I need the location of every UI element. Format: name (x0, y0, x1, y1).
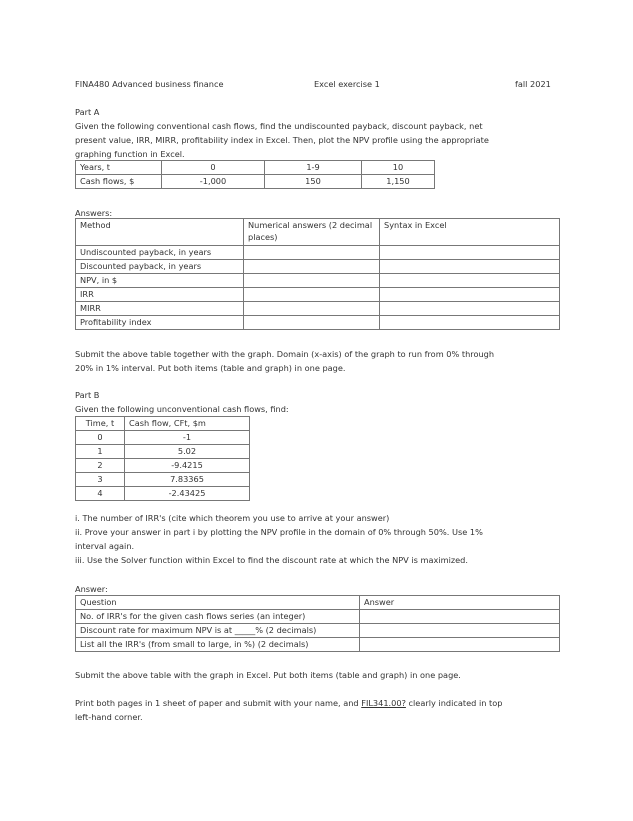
question-cell: Discount rate for maximum NPV is at _____% (2 decimals) (76, 624, 360, 638)
syntax-cell[interactable] (380, 260, 560, 274)
answer-label: Answer: (75, 584, 108, 594)
cell: 2 (76, 459, 125, 473)
part-a-heading: Part A (75, 107, 100, 117)
submit-instructions-a: Submit the above table together with the graph. Domain (x-axis) of the graph to run from 0% through (75, 349, 495, 359)
header-cell: Answer (360, 596, 560, 610)
syntax-cell[interactable] (380, 288, 560, 302)
cell: 10 (362, 161, 435, 175)
print-instructions: left-hand corner. (75, 712, 143, 722)
question-i: i. The number of IRR's (cite which theorem you use to arrive at your answer) (75, 513, 390, 523)
syntax-cell[interactable] (380, 316, 560, 330)
submit-instructions-a: 20% in 1% interval. Put both items (table and graph) in one page. (75, 363, 346, 373)
cell: -1,000 (162, 175, 265, 189)
answer-cell[interactable] (244, 302, 380, 316)
answer-cell[interactable] (244, 316, 380, 330)
cell: 1 (76, 445, 125, 459)
cash-flow-table-b (75, 416, 250, 501)
answers-table-a (75, 218, 560, 330)
answer-cell[interactable] (244, 246, 380, 260)
cell: 4 (76, 487, 125, 501)
course-name: FINA480 Advanced business finance (75, 79, 224, 89)
header-cell: Syntax in Excel (380, 219, 560, 246)
course-code-link: FIL341.00? (361, 698, 406, 708)
question-ii: interval again. (75, 541, 135, 551)
part-b-heading: Part B (75, 390, 100, 400)
method-cell: Undiscounted payback, in years (76, 246, 244, 260)
method-cell: IRR (76, 288, 244, 302)
print-text: Print both pages in 1 sheet of paper and submit with your name, and (75, 698, 362, 708)
part-a-intro: present value, IRR, MIRR, profitability index in Excel. Then, plot the NPV profile using the appropriate (75, 135, 489, 145)
cell: -2.43425 (125, 487, 250, 501)
syntax-cell[interactable] (380, 302, 560, 316)
part-b-intro: Given the following unconventional cash flows, find: (75, 404, 289, 414)
cell: Cash flows, $ (76, 175, 162, 189)
print-instructions (75, 698, 502, 709)
answer-cell[interactable] (244, 260, 380, 274)
header-cell: Numerical answers (2 decimal places) (244, 219, 380, 246)
print-text: clearly indicated in top (405, 698, 503, 708)
question-cell: No. of IRR's for the given cash flows series (an integer) (76, 610, 360, 624)
cell: 150 (265, 175, 362, 189)
answers-label: Answers: (75, 208, 113, 218)
syntax-cell[interactable] (380, 274, 560, 288)
cell: 0 (162, 161, 265, 175)
header-cell: Cash flow, CFt, $m (125, 417, 250, 431)
syntax-cell[interactable] (380, 246, 560, 260)
cell: -1 (125, 431, 250, 445)
method-cell: NPV, in $ (76, 274, 244, 288)
header-cell: Question (76, 596, 360, 610)
part-a-intro: graphing function in Excel. (75, 149, 185, 159)
cell: 7.83365 (125, 473, 250, 487)
part-a-intro: Given the following conventional cash flows, find the undiscounted payback, discount payback, net (75, 121, 483, 131)
question-iii: iii. Use the Solver function within Excel to find the discount rate at which the NPV is maximized. (75, 555, 468, 565)
method-cell: Discounted payback, in years (76, 260, 244, 274)
answer-cell[interactable] (244, 288, 380, 302)
cell: -9.4215 (125, 459, 250, 473)
cell: 1-9 (265, 161, 362, 175)
exercise-title: Excel exercise 1 (314, 79, 380, 89)
header-cell: Method (76, 219, 244, 246)
header-cell: Time, t (76, 417, 125, 431)
answer-cell[interactable] (360, 610, 560, 624)
question-cell: List all the IRR's (from small to large, in %) (2 decimals) (76, 638, 360, 652)
answer-cell[interactable] (244, 274, 380, 288)
question-ii: ii. Prove your answer in part i by plotting the NPV profile in the domain of 0% through 50%. Use 1% (75, 527, 483, 537)
cell: 5.02 (125, 445, 250, 459)
answer-cell[interactable] (360, 638, 560, 652)
cell: 0 (76, 431, 125, 445)
cell: 3 (76, 473, 125, 487)
cell: 1,150 (362, 175, 435, 189)
method-cell: Profitability index (76, 316, 244, 330)
term: fall 2021 (515, 79, 551, 89)
cash-flow-table-a (75, 160, 435, 189)
method-cell: MIRR (76, 302, 244, 316)
answer-cell[interactable] (360, 624, 560, 638)
cell: Years, t (76, 161, 162, 175)
answer-table-b (75, 595, 560, 652)
submit-instructions-b: Submit the above table with the graph in Excel. Put both items (table and graph) in one page. (75, 670, 461, 680)
